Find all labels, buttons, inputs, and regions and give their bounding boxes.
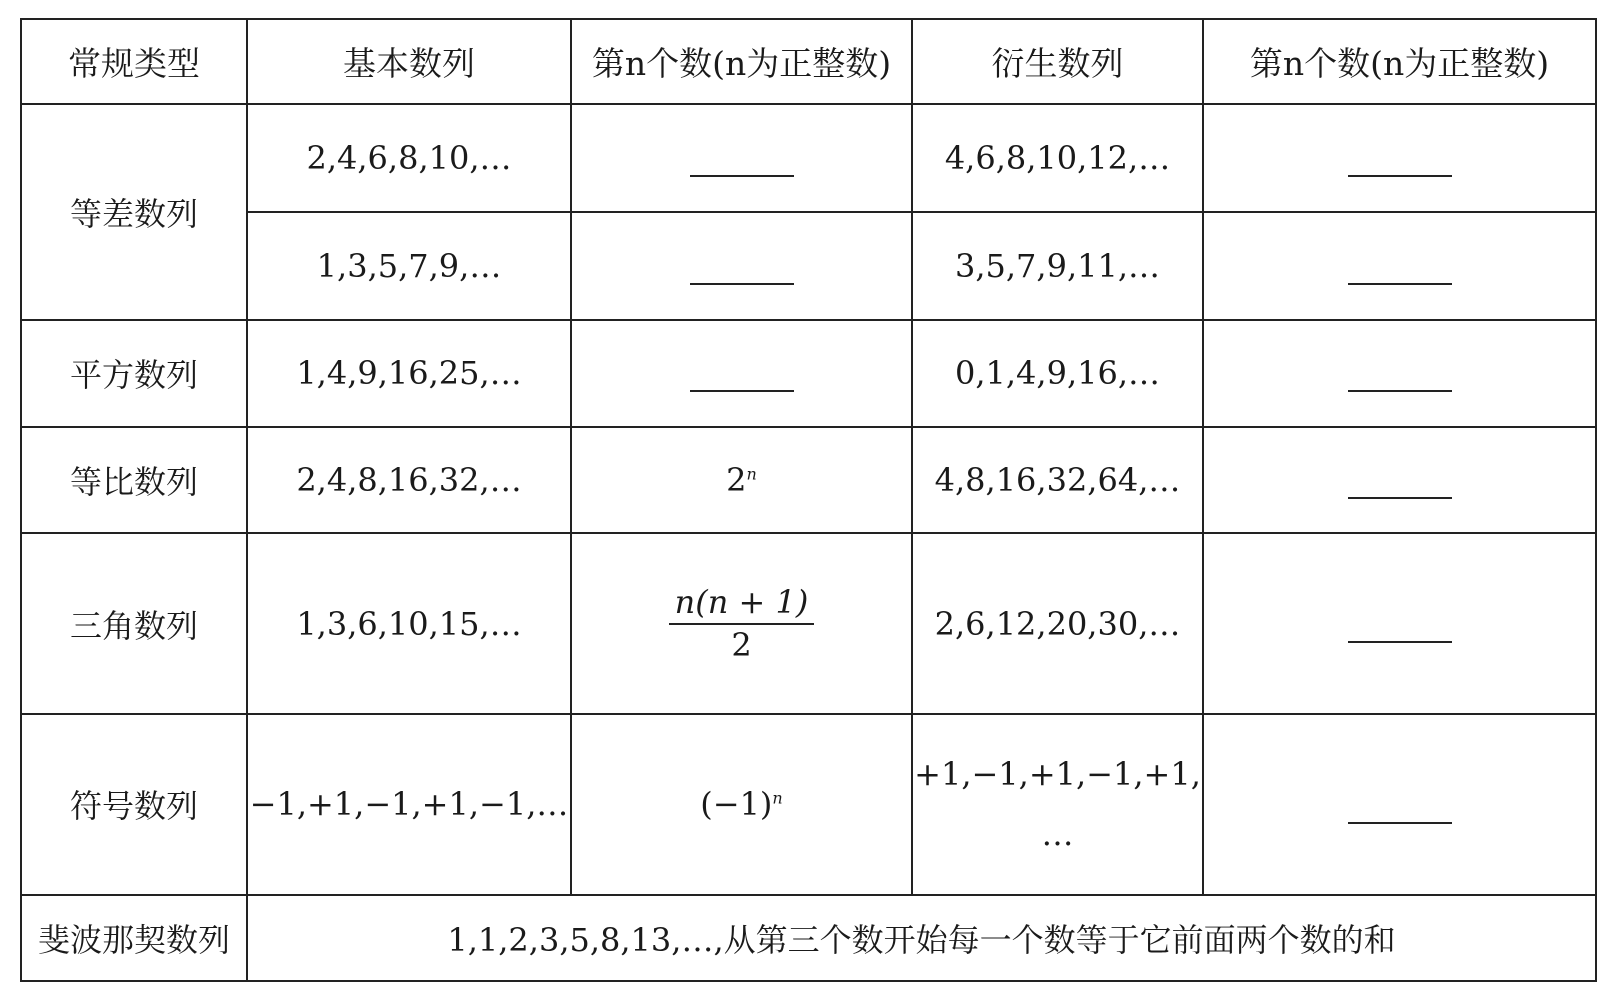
answer-blank-line bbox=[1348, 277, 1452, 285]
type-triangular: 三角数列 bbox=[21, 533, 247, 714]
answer-blank bbox=[571, 320, 912, 427]
answer-blank bbox=[1203, 427, 1596, 534]
derived-sign bbox=[912, 714, 1203, 895]
nth-term-triangular bbox=[571, 533, 912, 714]
answer-blank-line bbox=[1348, 491, 1452, 499]
answer-blank bbox=[571, 104, 912, 212]
answer-blank-line bbox=[690, 169, 794, 177]
header-derived-sequence: 衍生数列 bbox=[912, 19, 1203, 104]
table-row bbox=[21, 104, 1596, 212]
power-base: 2 bbox=[726, 460, 747, 499]
nth-term-sign bbox=[571, 714, 912, 895]
answer-blank-line bbox=[690, 384, 794, 392]
derived-geometric: 4,8,16,32,64,… bbox=[912, 427, 1203, 534]
sequence-table bbox=[20, 18, 1597, 982]
answer-blank bbox=[1203, 714, 1596, 895]
header-nth-term-basic: 第n个数(n为正整数) bbox=[571, 19, 912, 104]
fraction-numerator: n(n + 1) bbox=[669, 584, 815, 625]
answer-blank bbox=[571, 212, 912, 320]
basic-arithmetic-even: 2,4,6,8,10,… bbox=[247, 104, 571, 212]
derived-square: 0,1,4,9,16,… bbox=[912, 320, 1203, 427]
type-square: 平方数列 bbox=[21, 320, 247, 427]
derived-sign-line-2: … bbox=[1041, 815, 1074, 854]
table-row bbox=[21, 427, 1596, 534]
table-row bbox=[21, 895, 1596, 981]
basic-triangular: 1,3,6,10,15,… bbox=[247, 533, 571, 714]
derived-sign-line-1: +1,−1,+1,−1,+1, bbox=[914, 754, 1201, 793]
power-exponent: n bbox=[772, 788, 783, 808]
table-row bbox=[21, 714, 1596, 895]
answer-blank bbox=[1203, 212, 1596, 320]
basic-geometric: 2,4,8,16,32,… bbox=[247, 427, 571, 534]
derived-arithmetic-odd: 3,5,7,9,11,… bbox=[912, 212, 1203, 320]
power-exponent: n bbox=[746, 464, 757, 484]
header-row bbox=[21, 19, 1596, 104]
header-type: 常规类型 bbox=[21, 19, 247, 104]
table-row bbox=[21, 533, 1596, 714]
type-geometric: 等比数列 bbox=[21, 427, 247, 534]
type-sign: 符号数列 bbox=[21, 714, 247, 895]
basic-arithmetic-odd: 1,3,5,7,9,… bbox=[247, 212, 571, 320]
answer-blank-line bbox=[1348, 169, 1452, 177]
header-nth-term-derived: 第n个数(n为正整数) bbox=[1203, 19, 1596, 104]
power-base: (−1) bbox=[700, 785, 773, 824]
basic-square: 1,4,9,16,25,… bbox=[247, 320, 571, 427]
answer-blank bbox=[1203, 104, 1596, 212]
answer-blank-line bbox=[1348, 816, 1452, 824]
answer-blank bbox=[1203, 320, 1596, 427]
answer-blank-line bbox=[1348, 635, 1452, 643]
derived-triangular: 2,6,12,20,30,… bbox=[912, 533, 1203, 714]
table-row bbox=[21, 212, 1596, 320]
fibonacci-description: 1,1,2,3,5,8,13,…,从第三个数开始每一个数等于它前面两个数的和 bbox=[247, 895, 1596, 981]
type-fibonacci: 斐波那契数列 bbox=[21, 895, 247, 981]
derived-arithmetic-even: 4,6,8,10,12,… bbox=[912, 104, 1203, 212]
header-basic-sequence: 基本数列 bbox=[247, 19, 571, 104]
type-arithmetic: 等差数列 bbox=[21, 104, 247, 320]
nth-term-geometric bbox=[571, 427, 912, 534]
fraction bbox=[669, 584, 815, 664]
table-row bbox=[21, 320, 1596, 427]
answer-blank-line bbox=[690, 277, 794, 285]
answer-blank bbox=[1203, 533, 1596, 714]
answer-blank-line bbox=[1348, 384, 1452, 392]
basic-sign: −1,+1,−1,+1,−1,… bbox=[247, 714, 571, 895]
fraction-denominator: 2 bbox=[731, 626, 752, 665]
